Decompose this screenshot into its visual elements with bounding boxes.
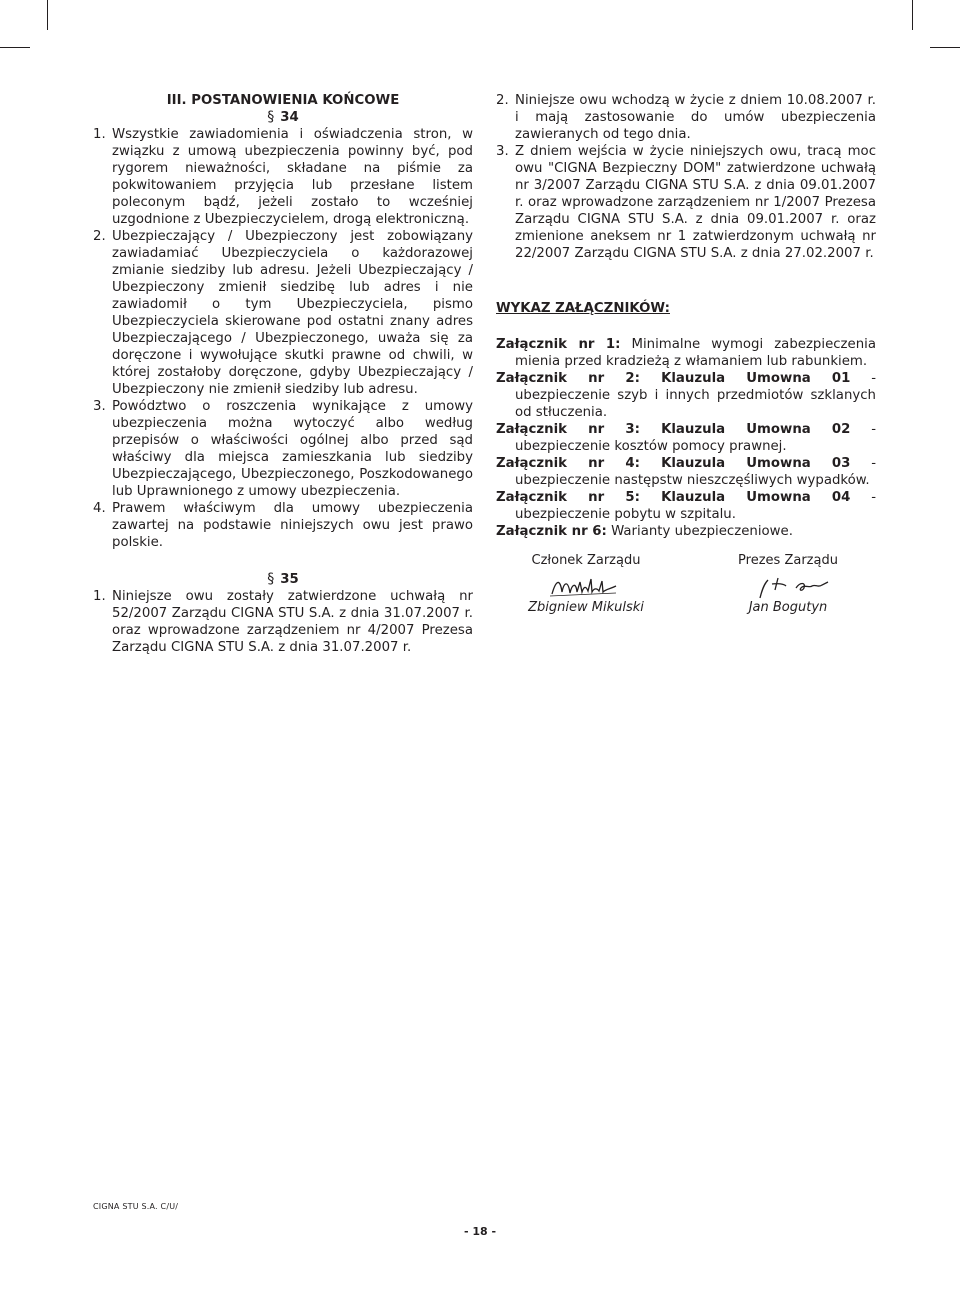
attachment-text: - ubezpieczenie kosztów pomocy prawnej. — [515, 422, 876, 454]
attachment-item — [496, 455, 876, 489]
attachment-item — [496, 523, 876, 540]
item-number: 1. — [93, 589, 106, 604]
attachment-label: Załącznik nr 4: Klauzula Umowna 03 — [496, 456, 851, 471]
signature-mikulski-icon — [546, 574, 626, 600]
right-column — [496, 92, 876, 540]
left-column — [93, 92, 473, 656]
page-number: - 18 - — [463, 1225, 497, 1238]
crop-mark-top-right-vertical — [912, 0, 913, 30]
signature-name: Zbigniew Mikulski — [528, 600, 644, 615]
attachment-text: Minimalne wymogi zabezpieczenia mienia przed kradzieżą z włamaniem lub rabunkiem. — [515, 337, 876, 369]
attachment-text: - ubezpieczenie szyb i innych przedmiotów szklanych od stłuczenia. — [515, 371, 876, 420]
signature-role: Członek Zarządu — [531, 553, 641, 568]
attachment-item — [496, 370, 876, 421]
attachment-label: Załącznik nr 2: Klauzula Umowna 01 — [496, 371, 851, 386]
crop-mark-top-left-horizontal — [0, 47, 30, 48]
list-item — [93, 126, 473, 228]
paragraph-symbol: § — [267, 109, 275, 125]
paragraph-symbol: § — [267, 571, 275, 587]
list-item — [496, 92, 876, 143]
item-number: 2. — [496, 93, 509, 108]
list-item — [93, 398, 473, 500]
attachment-label: Załącznik nr 5: Klauzula Umowna 04 — [496, 490, 851, 505]
list-item — [93, 228, 473, 398]
item-text: Wszystkie zawiadomienia i oświadczenia stron, w związku z umową ubezpieczenia powinny być, pod rygorem nieważności, składane na piśmie za pokwitowaniem przyjęcia lub przesłane listem poleconym bądź, jeżeli zostało to wcześniej uzgodnione z Ubezpieczycielem, drogą elektroniczną. — [112, 127, 473, 227]
item-number: 2. — [93, 229, 106, 244]
attachment-text: - ubezpieczenie pobytu w szpitalu. — [515, 490, 876, 522]
attachment-text: Warianty ubezpieczeniowe. — [606, 524, 793, 539]
item-number: 3. — [496, 144, 509, 159]
item-number: 3. — [93, 399, 106, 414]
footer-company-code: CIGNA STU S.A. C/U/ — [93, 1202, 179, 1211]
signature-bogutyn-icon — [738, 574, 838, 600]
paragraph-34-heading — [93, 109, 473, 126]
signature-name: Jan Bogutyn — [748, 600, 828, 615]
attachment-item — [496, 489, 876, 523]
attachment-label: Załącznik nr 6: — [496, 524, 607, 539]
attachment-label: Załącznik nr 3: Klauzula Umowna 02 — [496, 422, 851, 437]
list-item — [93, 588, 473, 656]
paragraph-number: 34 — [280, 110, 299, 125]
item-number: 4. — [93, 501, 106, 516]
list-item — [93, 500, 473, 551]
item-text: Ubezpieczający / Ubezpieczony jest zobowiązany zawiadamiać Ubezpieczyciela o każdorazowej zmianie siedziby lub adresu. Jeżeli Ubezpieczający / Ubezpieczony zmienił siedzibę lub adres i nie zawiadomił o tym Ubezpieczyciela, pismo Ubezpieczyciela skierowane pod ostatni znany adres Ubezpieczającego / Ubezpieczonego, uważa się za doręczone i wywołujące skutki prawne od chwili, w której zostałoby doręczone, gdyby Ubezpieczający / Ubezpieczony nie zmienił siedziby lub adresu. — [112, 229, 473, 397]
signature-block-president — [708, 553, 868, 615]
item-number: 1. — [93, 127, 106, 142]
attachment-label: Załącznik nr 1: — [496, 337, 621, 352]
paragraph-number: 35 — [280, 572, 299, 587]
attachment-text: - ubezpieczenie następstw nieszczęśliwych wypadków. — [515, 456, 876, 488]
item-text: Niniejsze owu wchodzą w życie z dniem 10.08.2007 r. i mają zastosowanie do umów ubezpieczenia zawieranych od tego dnia. — [515, 93, 876, 142]
item-text: Z dniem wejścia w życie niniejszych owu, tracą moc owu "CIGNA Bezpieczny DOM" zatwierdzone uchwałą nr 3/2007 Zarządu CIGNA STU S.A. z dnia 09.01.2007 r. oraz wprowadzone zarządzeniem nr 1/2007 Prezesa Zarządu CIGNA STU S.A. z dnia 09.01.2007 r. oraz zmienione aneksem nr 1 zatwierdzonym uchwałą nr 22/2007 Zarządu CIGNA STU S.A. z dnia 27.02.2007 r. — [515, 144, 876, 261]
section-heading: III. POSTANOWIENIA KOŃCOWE — [166, 93, 400, 108]
attachment-item — [496, 336, 876, 370]
attachment-item — [496, 421, 876, 455]
item-text: Powództwo o roszczenia wynikające z umowy ubezpieczenia można wytoczyć albo według przepisów o właściwości ogólnej albo przed sąd właściwy dla miejsca zamieszkania lub siedziby Ubezpieczającego, Ubezpieczonego, Poszkodowanego lub Uprawnionego z umowy ubezpieczenia. — [112, 399, 473, 499]
signature-block-member — [506, 553, 666, 615]
crop-mark-top-left-vertical — [47, 0, 48, 30]
paragraph-35-heading — [93, 571, 473, 588]
signature-role: Prezes Zarządu — [738, 553, 838, 568]
crop-mark-top-right-horizontal — [930, 47, 960, 48]
item-text: Prawem właściwym dla umowy ubezpieczenia zawartej na podstawie niniejszych owu jest prawo polskie. — [112, 501, 473, 550]
attachments-heading: WYKAZ ZAŁĄCZNIKÓW: — [496, 301, 670, 316]
item-text: Niniejsze owu zostały zatwierdzone uchwałą nr 52/2007 Zarządu CIGNA STU S.A. z dnia 31.07.2007 r. oraz wprowadzone zarządzeniem nr 4/2007 Prezesa Zarządu CIGNA STU S.A. z dnia 31.07.2007 r. — [112, 589, 473, 655]
list-item — [496, 143, 876, 262]
